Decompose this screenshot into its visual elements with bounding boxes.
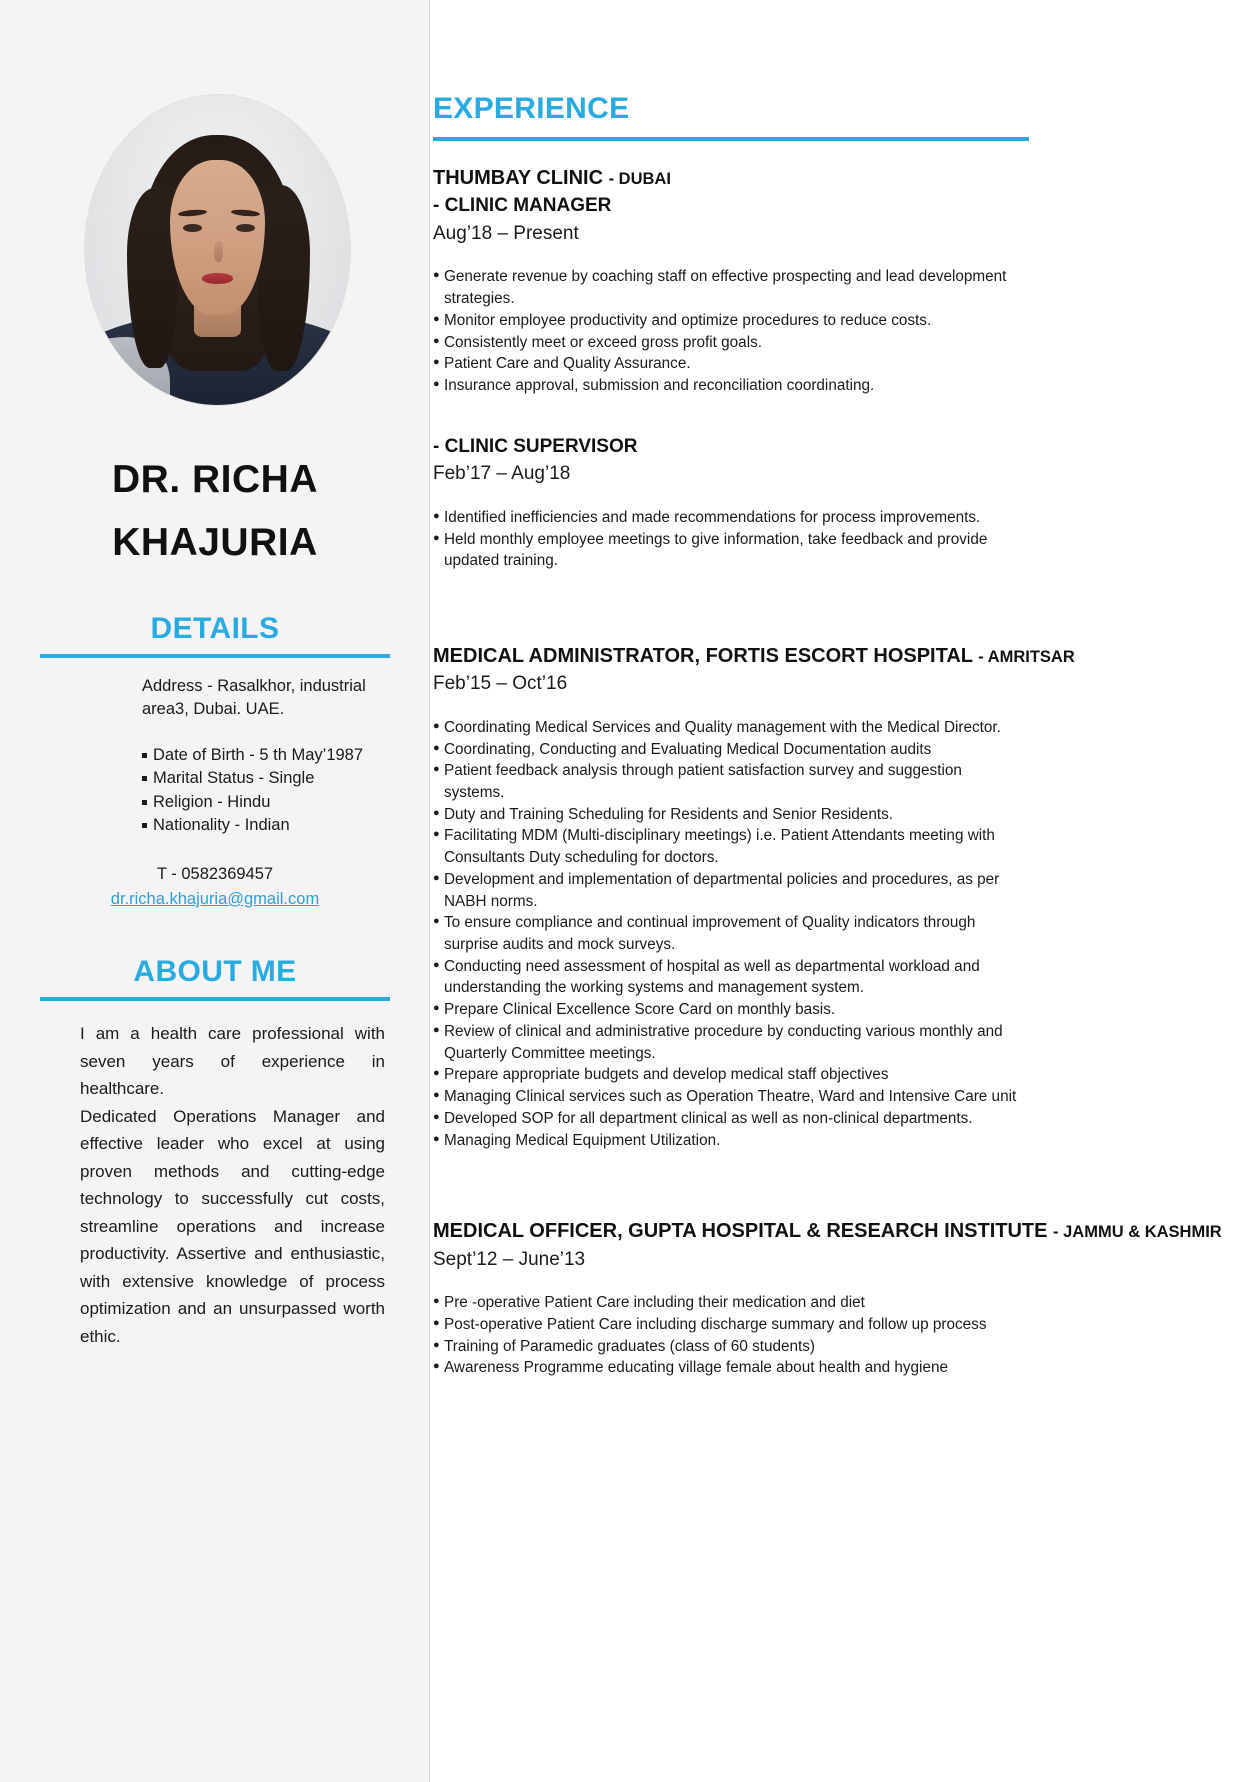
email-link[interactable]: dr.richa.khajuria@gmail.com [110,889,320,908]
job-company-name: MEDICAL OFFICER, GUPTA HOSPITAL & RESEARCH INSTITUTE [433,1220,1048,1243]
list-item: ● Held monthly employee meetings to give information, take feedback and provide updated training. [433,529,1023,572]
portrait-eye-right [236,224,255,232]
main-content [431,0,1260,1782]
job-company [433,642,1225,670]
job-company [433,1217,1225,1245]
job-bullets [433,507,1023,572]
avatar [85,95,350,405]
job-dates: Sept’12 – June’13 [433,1248,586,1270]
experience-heading: EXPERIENCE [433,92,630,125]
portrait-lips [202,273,234,284]
details-heading: DETAILS [150,612,280,645]
about-section-header [40,955,390,1001]
job-dates: Feb’17 – Aug’18 [433,463,571,485]
list-item: ● Consistently meet or exceed gross profit goals. [433,332,1023,354]
list-item: ● Insurance approval, submission and reconciliation coordinating. [433,375,1023,397]
experience-entry [433,642,1225,1151]
list-item: ● Facilitating MDM (Multi-disciplinary meetings) i.e. Patient Attendants meeting with Consultants Duty scheduling for doctors. [433,825,1023,868]
details-list [142,744,392,838]
list-item: ● Coordinating Medical Services and Quality management with the Medical Director. [433,717,1023,739]
list-item: ● Patient Care and Quality Assurance. [433,353,1023,375]
job-bullets [433,266,1023,396]
job-role: - CLINIC MANAGER [433,195,612,217]
job-dates: Aug’18 – Present [433,222,579,244]
list-item: ● Training of Paramedic graduates (class of 60 students) [433,1336,1023,1358]
list-item: ● Managing Medical Equipment Utilization. [433,1130,1023,1152]
list-item: ● Managing Clinical services such as Operation Theatre, Ward and Intensive Care unit [433,1086,1023,1108]
spacer [433,397,1225,433]
about-paragraph: I am a health care professional with seven years of experience in healthcare. [80,1024,385,1099]
job-company-name: THUMBAY CLINIC [433,167,604,189]
list-item: ● Patient feedback analysis through patient satisfaction survey and suggestion systems. [433,760,1023,803]
about-content [80,1020,385,1350]
experience-divider [433,137,1029,141]
portrait-photo [85,95,350,405]
job-role: - CLINIC SUPERVISOR [433,435,638,457]
details-divider [40,654,390,658]
portrait-nose [214,241,224,263]
portrait-eye-left [183,224,202,232]
list-item: ● Awareness Programme educating village female about health and hygiene [433,1357,1023,1379]
spacer [433,572,1225,642]
about-paragraph: Dedicated Operations Manager and effective leader who excel at using proven methods and cutting-edge technology to successfully cut costs, streamline operations and increase productivity. Assertive and enthusiastic, with extensive knowledge of process optimization and an unsurpassed worth ethic. [80,1106,385,1346]
job-bullets [433,717,1023,1151]
list-item: ● Conducting need assessment of hospital as well as departmental workload and understanding the working systems and management system. [433,956,1023,999]
list-item: Marital Status - Single [142,767,392,790]
list-item: ● Prepare appropriate budgets and develop medical staff objectives [433,1064,1023,1086]
list-item: ● To ensure compliance and continual improvement of Quality indicators through surprise audits and mock surveys. [433,912,1023,955]
job-location: - DUBAI [608,170,671,188]
list-item: Nationality - Indian [142,814,392,837]
job-dates: Feb’15 – Oct’16 [433,673,568,695]
job-location: - JAMMU & KASHMIR [1053,1223,1222,1242]
job-company-name: MEDICAL ADMINISTRATOR, FORTIS ESCORT HOSPITAL [433,644,973,667]
address-text: Address - Rasalkhor, industrial area3, Dubai. UAE. [142,677,366,719]
name-line-last: KHAJURIA [112,521,318,565]
about-divider [40,997,390,1001]
job-company [433,164,1225,192]
sidebar [0,0,430,1782]
list-item: ● Development and implementation of departmental policies and procedures, as per NABH norms. [433,869,1023,912]
experience-entry [433,1217,1225,1379]
list-item: ● Duty and Training Scheduling for Residents and Senior Residents. [433,804,1023,826]
phone-number: T - 0582369457 [156,865,274,883]
page-title [40,448,390,574]
list-item: ● Review of clinical and administrative procedure by conducting various monthly and Quarterly Committee meetings. [433,1021,1023,1064]
list-item: ● Coordinating, Conducting and Evaluating Medical Documentation audits [433,739,1023,761]
list-item: ● Monitor employee productivity and optimize procedures to reduce costs. [433,310,1023,332]
spacer [433,1151,1225,1217]
about-heading: ABOUT ME [133,955,297,988]
job-location: - AMRITSAR [978,647,1075,666]
list-item: Religion - Hindu [142,791,392,814]
list-item: ● Identified inefficiencies and made recommendations for process improvements. [433,507,1023,529]
list-item: ● Generate revenue by coaching staff on effective prospecting and lead development strategies. [433,266,1023,309]
list-item: ● Prepare Clinical Excellence Score Card on monthly basis. [433,999,1023,1021]
experience-entry [433,433,1225,572]
list-item: Date of Birth - 5 th May’1987 [142,744,392,767]
job-bullets [433,1292,1023,1379]
name-line-first: DR. RICHA [112,458,318,501]
list-item: ● Pre -operative Patient Care including their medication and diet [433,1292,1023,1314]
details-section-header [40,612,390,658]
experience-entry [433,164,1225,397]
details-content [142,675,392,838]
list-item: ● Post-operative Patient Care including discharge summary and follow up process [433,1314,1023,1336]
list-item: ● Developed SOP for all department clinical as well as non-clinical departments. [433,1108,1023,1130]
contact-info [40,862,390,912]
portrait-illustration [85,95,350,405]
